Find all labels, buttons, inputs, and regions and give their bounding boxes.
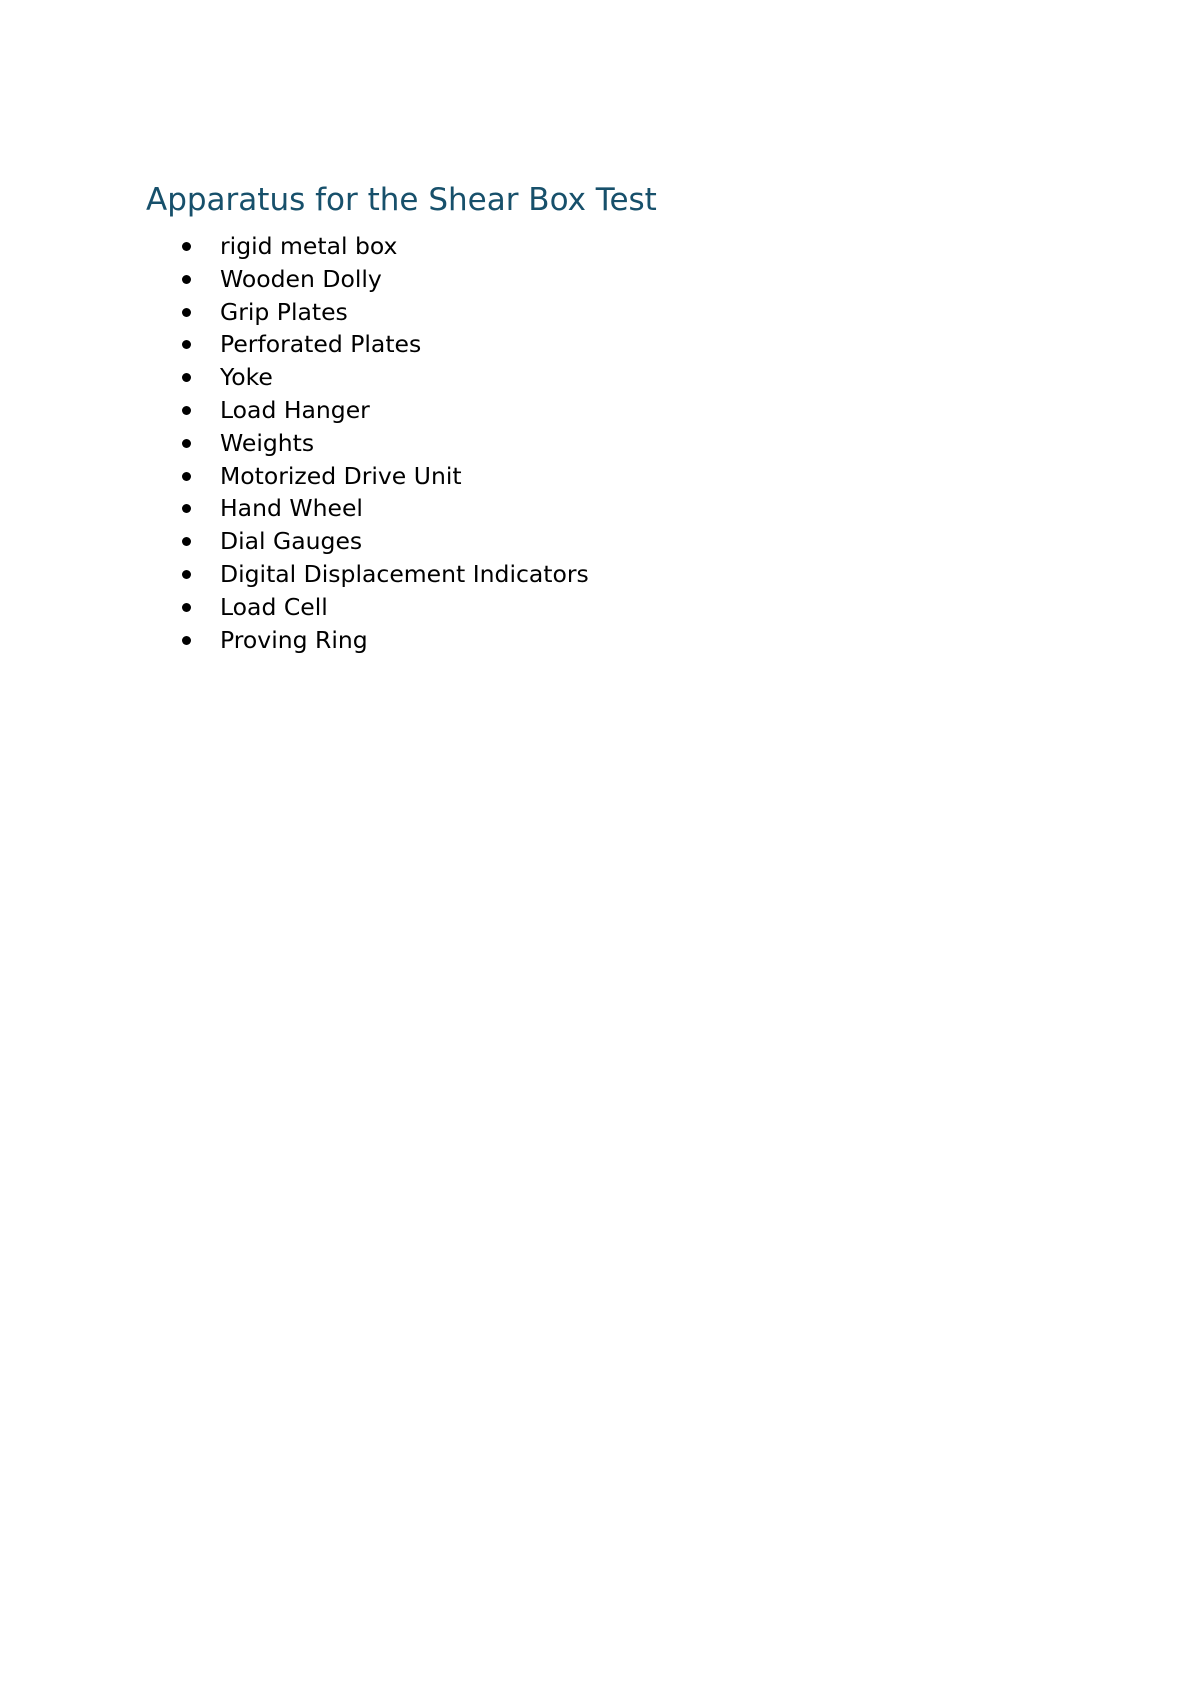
list-item-text: Motorized Drive Unit xyxy=(220,461,462,490)
list-item-text: Hand Wheel xyxy=(220,494,363,523)
bullet-dot-icon xyxy=(182,636,191,645)
list-item xyxy=(0,328,900,361)
list-item-text: rigid metal box xyxy=(220,232,398,260)
page-title: Apparatus for the Shear Box Test xyxy=(146,182,657,218)
list-item-text: Perforated Plates xyxy=(220,330,422,359)
list-item-text: Digital Displacement Indicators xyxy=(220,559,589,588)
bullet-dot-icon xyxy=(182,275,191,284)
list-item xyxy=(0,591,900,624)
bullet-dot-icon xyxy=(182,603,191,612)
list-item xyxy=(0,230,900,263)
bullet-dot-icon xyxy=(182,308,191,317)
list-item xyxy=(0,263,900,296)
bullet-dot-icon xyxy=(182,340,191,349)
list-item-text: Grip Plates xyxy=(220,297,348,326)
bullet-dot-icon xyxy=(182,406,191,415)
list-item-text: Dial Gauges xyxy=(220,527,363,556)
list-item xyxy=(0,624,900,657)
list-item xyxy=(0,296,900,329)
list-item xyxy=(0,525,900,558)
list-item xyxy=(0,427,900,460)
bullet-dot-icon xyxy=(182,504,191,513)
bullet-dot-icon xyxy=(182,439,191,448)
list-item-text: Load Hanger xyxy=(220,395,370,424)
bullet-dot-icon xyxy=(182,570,191,579)
bullet-dot-icon xyxy=(182,537,191,546)
list-item xyxy=(0,460,900,493)
bullet-dot-icon xyxy=(182,373,191,382)
list-item-text: Load Cell xyxy=(220,592,328,621)
list-item xyxy=(0,394,900,427)
list-item-text: Wooden Dolly xyxy=(220,264,382,293)
list-item-text: Weights xyxy=(220,428,315,457)
list-item xyxy=(0,492,900,525)
list-item xyxy=(0,558,900,591)
bullet-dot-icon xyxy=(182,472,191,481)
apparatus-list xyxy=(0,230,900,656)
list-item-text: Proving Ring xyxy=(220,625,368,654)
list-item-text: Yoke xyxy=(220,363,273,392)
bullet-dot-icon xyxy=(182,242,191,251)
list-item xyxy=(0,361,900,394)
